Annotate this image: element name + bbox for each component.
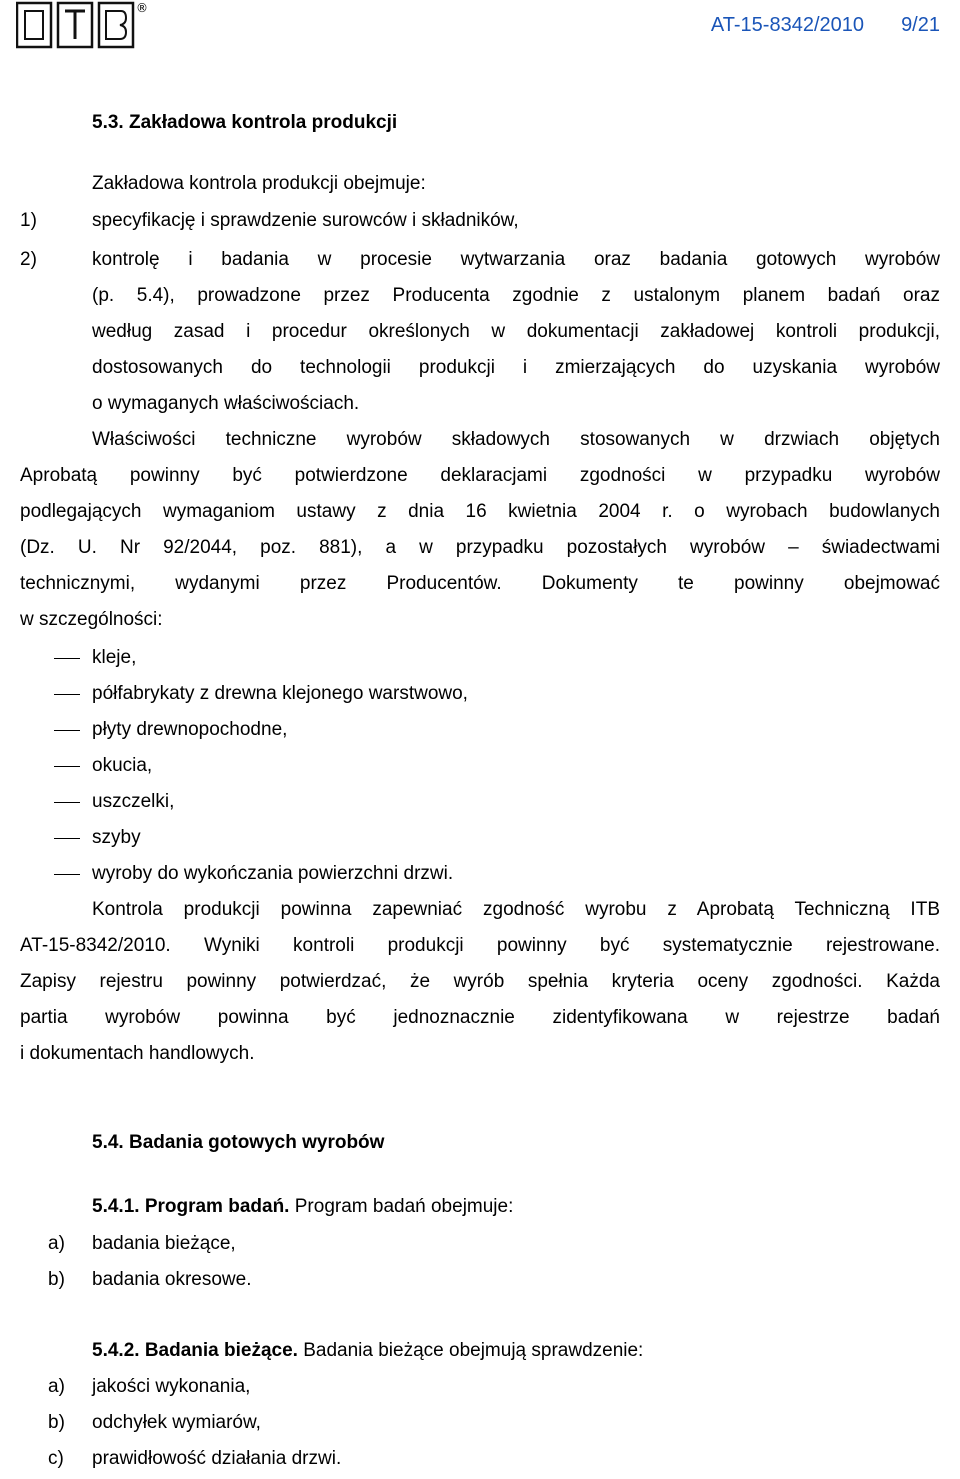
subsection-5-4-1 bbox=[92, 1195, 513, 1219]
itb-logo bbox=[16, 0, 150, 50]
dash-bullet bbox=[54, 766, 80, 767]
section-heading-5-4: 5.4. Badania gotowych wyrobów bbox=[92, 1132, 385, 1153]
list-item-line: o wymaganych właściwościach. bbox=[92, 393, 360, 414]
registered-mark: ® bbox=[136, 1, 148, 15]
dash-item: płyty drewnopochodne, bbox=[92, 719, 288, 740]
list-item-text: badania bieżące, bbox=[92, 1233, 236, 1254]
dash-item: kleje, bbox=[92, 647, 137, 668]
list-item-line: kontrolę i badania w procesie wytwarzania oraz badania gotowych wyrobów bbox=[92, 249, 940, 270]
dash-bullet bbox=[54, 694, 80, 695]
paragraph-line: podlegających wymaganiom ustawy z dnia 16 kwietnia 2004 r. o wyrobach budowlanych bbox=[20, 501, 940, 522]
list-item-line: (p. 5.4), prowadzone przez Producenta zgodnie z ustalonym planem badań oraz bbox=[92, 285, 940, 306]
dash-item: szyby bbox=[92, 827, 141, 848]
subsection-5-4-2 bbox=[92, 1339, 643, 1363]
subsection-title: 5.4.1. Program badań. bbox=[92, 1196, 290, 1217]
dash-bullet bbox=[54, 658, 80, 659]
header-page-number: 9/21 bbox=[901, 14, 940, 36]
paragraph-line: AT-15-8342/2010. Wyniki kontroli produkcji powinny być systematycznie rejestrowane. bbox=[20, 935, 940, 956]
list-item-text: prawidłowość działania drzwi. bbox=[92, 1448, 342, 1469]
dash-item: półfabrykaty z drewna klejonego warstwowo, bbox=[92, 683, 468, 704]
list-letter: b) bbox=[48, 1269, 65, 1290]
dash-bullet bbox=[54, 802, 80, 803]
section-heading-5-3: 5.3. Zakładowa kontrola produkcji bbox=[92, 112, 398, 133]
paragraph-line: Aprobatą powinny być potwierdzone deklaracjami zgodności w przypadku wyrobów bbox=[20, 465, 940, 486]
list-item-text: odchyłek wymiarów, bbox=[92, 1412, 261, 1433]
dash-item: wyroby do wykończania powierzchni drzwi. bbox=[92, 863, 454, 884]
intro-line: Zakładowa kontrola produkcji obejmuje: bbox=[92, 173, 426, 194]
dash-item: uszczelki, bbox=[92, 791, 175, 812]
paragraph-line: Właściwości techniczne wyrobów składowych stosowanych w drzwiach objętych bbox=[92, 429, 940, 450]
paragraph-line: (Dz. U. Nr 92/2044, poz. 881), a w przypadku pozostałych wyrobów – świadectwami bbox=[20, 537, 940, 558]
list-item-line: dostosowanych do technologii produkcji i zmierzających do uzyskania wyrobów bbox=[92, 357, 940, 378]
paragraph-line: Zapisy rejestru powinny potwierdzać, że wyrób spełnia kryteria oceny zgodności. Każda bbox=[20, 971, 940, 992]
list-letter: b) bbox=[48, 1412, 65, 1433]
paragraph-line: technicznymi, wydanymi przez Producentów. Dokumenty te powinny obejmować bbox=[20, 573, 940, 594]
dash-bullet bbox=[54, 874, 80, 875]
paragraph-line: i dokumentach handlowych. bbox=[20, 1043, 255, 1064]
paragraph-line: Kontrola produkcji powinna zapewniać zgodność wyrobu z Aprobatą Techniczną ITB bbox=[92, 899, 940, 920]
dash-item: okucia, bbox=[92, 755, 153, 776]
paragraph-line: partia wyrobów powinna być jednoznacznie zidentyfikowana w rejestrze badań bbox=[20, 1007, 940, 1028]
list-letter: a) bbox=[48, 1233, 65, 1254]
list-number: 2) bbox=[20, 249, 37, 270]
paragraph-line: w szczególności: bbox=[20, 609, 163, 630]
subsection-text: Program badań obejmuje: bbox=[289, 1196, 514, 1217]
header-doc-code: AT-15-8342/2010 bbox=[710, 14, 864, 36]
list-item-text: specyfikację i sprawdzenie surowców i składników, bbox=[92, 210, 519, 231]
subsection-text: Badania bieżące obejmują sprawdzenie: bbox=[297, 1340, 644, 1361]
list-letter: a) bbox=[48, 1376, 65, 1397]
list-number: 1) bbox=[20, 210, 37, 231]
list-item-text: jakości wykonania, bbox=[92, 1376, 251, 1397]
dash-bullet bbox=[54, 838, 80, 839]
dash-bullet bbox=[54, 730, 80, 731]
subsection-title: 5.4.2. Badania bieżące. bbox=[92, 1340, 298, 1361]
list-item-line: według zasad i procedur określonych w dokumentacji zakładowej kontroli produkcji, bbox=[92, 321, 940, 342]
list-item-text: badania okresowe. bbox=[92, 1269, 252, 1290]
list-letter: c) bbox=[48, 1448, 64, 1469]
